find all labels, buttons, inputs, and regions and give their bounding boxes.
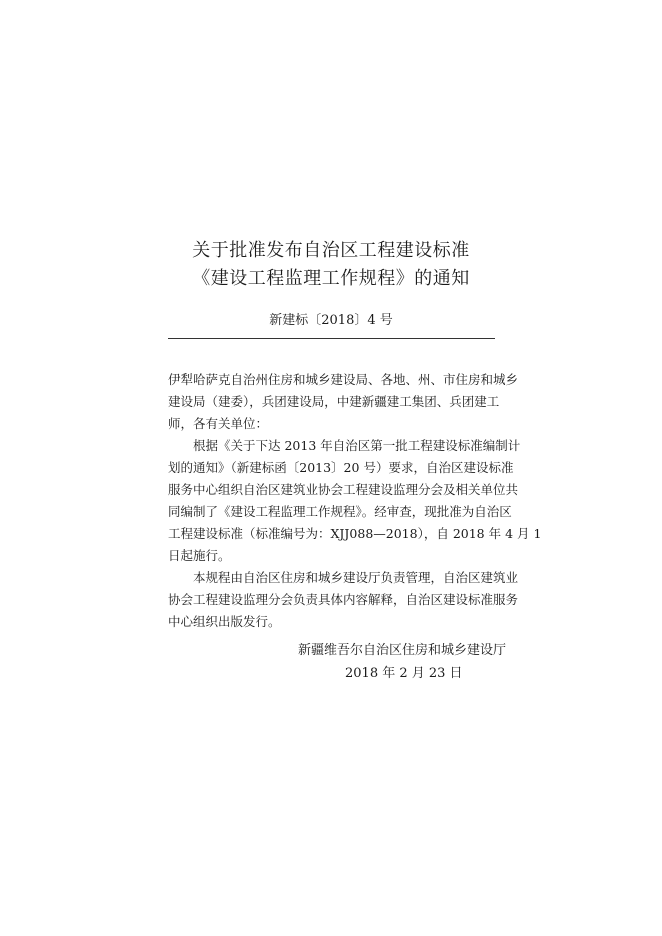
body-line: 中心组织出版发行。 xyxy=(168,614,281,629)
body-line: 协会工程建设监理分会负责具体内容解释，自治区建设标准服务 xyxy=(168,592,519,607)
issue-date: 2018 年 2 月 23 日 xyxy=(345,666,463,681)
body-line: 划的通知》（新建标函〔2013〕20 号）要求，自治区建设标准 xyxy=(168,460,514,475)
body-line: 建设局（建委），兵团建设局，中建新疆建工集团、兵团建工 xyxy=(168,394,500,409)
body-line: 根据《关于下达 2013 年自治区第一批工程建设标准编制计 xyxy=(193,438,521,453)
document-number: 新建标〔2018〕4 号 xyxy=(269,313,393,328)
body-line: 同编制了《建设工程监理工作规程》。经审查，现批准为自治区 xyxy=(168,504,512,519)
body-line: 工程建设标准（标准编号为：XJJ088—2018），自 2018 年 4 月 1 xyxy=(168,526,542,541)
notice-title-line-2: 《建设工程监理工作规程》的通知 xyxy=(192,268,470,289)
body-line: 服务中心组织自治区建筑业协会工程建设监理分会及相关单位共 xyxy=(168,482,519,497)
body-line: 日起施行。 xyxy=(168,548,231,563)
body-line: 本规程由自治区住房和城乡建设厅负责管理，自治区建筑业 xyxy=(193,570,519,585)
body-line: 师，各有关单位： xyxy=(168,416,269,431)
body-line: 伊犁哈萨克自治州住房和城乡建设局、各地、州、市住房和城乡 xyxy=(168,372,519,387)
notice-title-line-1: 关于批准发布自治区工程建设标准 xyxy=(192,240,470,261)
issuer-name: 新疆维吾尔自治区住房和城乡建设厅 xyxy=(298,643,507,658)
separator-line xyxy=(168,338,495,339)
